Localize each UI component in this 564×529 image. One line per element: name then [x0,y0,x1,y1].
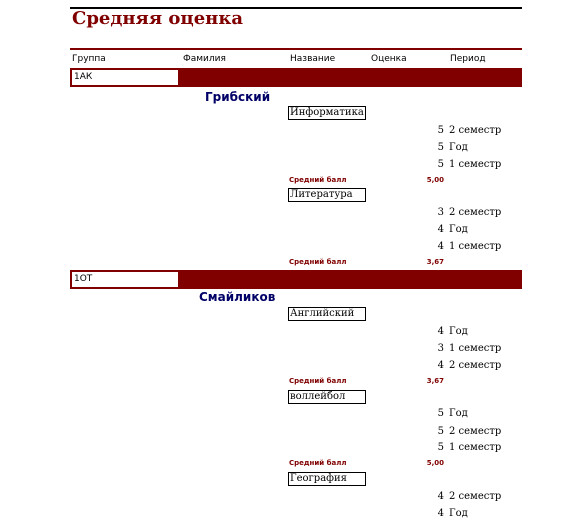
average-value: 5,00 [426,459,444,467]
period-value: 2 семестр [449,125,502,136]
grade-value: 5 [437,142,444,153]
group-name: 1АК [72,70,178,85]
group-band [70,270,522,289]
grade-value: 5 [437,125,444,136]
column-header-period: Период [450,54,486,64]
grade-value: 5 [437,408,444,419]
subject-name: География [288,472,366,486]
average-label: Средний балл [289,377,347,385]
grade-value: 5 [437,159,444,170]
period-value: Год [449,408,468,419]
grade-value: 4 [437,360,444,371]
grade-value: 5 [437,442,444,453]
report-title: Средняя оценка [72,8,243,29]
period-value: Год [449,326,468,337]
period-value: 2 семестр [449,360,502,371]
period-value: 1 семестр [449,343,502,354]
group-name: 1ОТ [72,272,178,287]
grade-value: 4 [437,224,444,235]
header-rule [70,48,522,50]
period-value: 2 семестр [449,207,502,218]
period-value: 2 семестр [449,426,502,437]
average-label: Средний балл [289,258,347,266]
average-value: 3,67 [426,258,444,266]
student-surname: Смайликов [199,290,276,304]
grade-value: 3 [437,207,444,218]
average-value: 3,67 [426,377,444,385]
period-value: 1 семестр [449,241,502,252]
column-header-group: Группа [72,54,106,64]
column-header-subject: Название [290,54,336,64]
grade-value: 4 [437,326,444,337]
subject-name: воллейбол [288,390,366,404]
period-value: Год [449,142,468,153]
column-header-surname: Фамилия [183,54,226,64]
subject-name: Информатика [288,106,366,120]
average-label: Средний балл [289,176,347,184]
period-value: Год [449,224,468,235]
grade-value: 4 [437,241,444,252]
period-value: Год [449,508,468,519]
subject-name: Литература [288,188,366,202]
group-band [70,68,522,87]
period-value: 1 семестр [449,442,502,453]
column-header-grade: Оценка [371,54,407,64]
grade-value: 3 [437,343,444,354]
period-value: 2 семестр [449,491,502,502]
grade-value: 5 [437,426,444,437]
subject-name: Английский [288,307,366,321]
grade-value: 4 [437,491,444,502]
average-label: Средний балл [289,459,347,467]
period-value: 1 семестр [449,159,502,170]
average-value: 5,00 [426,176,444,184]
grade-value: 4 [437,508,444,519]
student-surname: Грибский [205,90,271,104]
